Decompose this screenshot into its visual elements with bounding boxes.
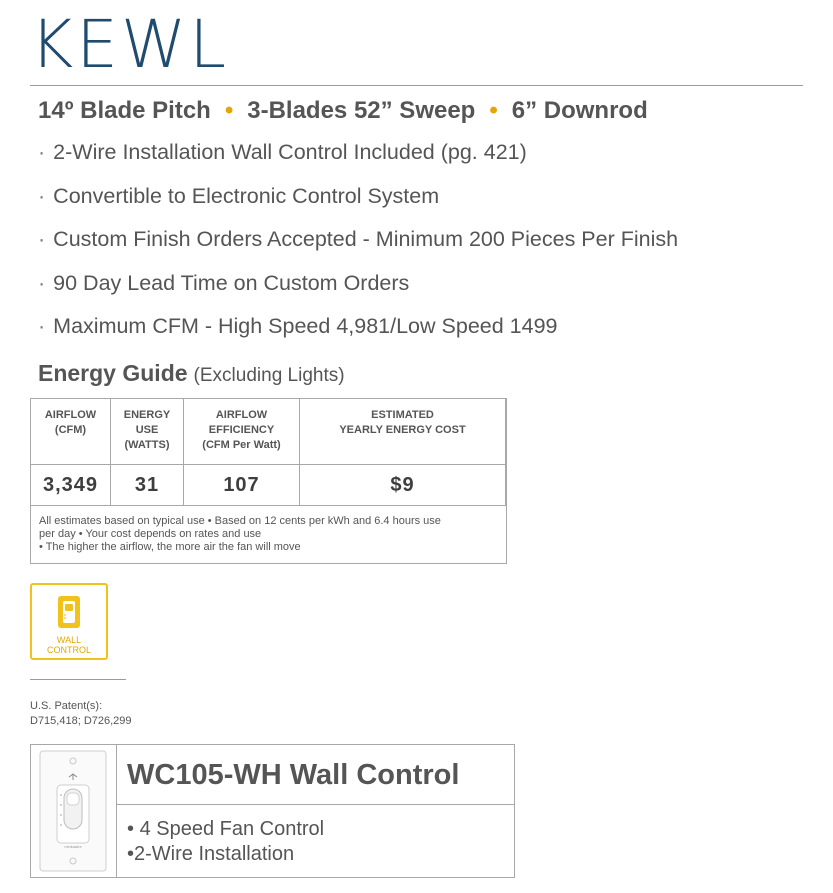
wall-control-image xyxy=(31,745,116,877)
feature-text: Maximum CFM - High Speed 4,981/Low Speed 1499 xyxy=(53,314,558,338)
bullet: · xyxy=(38,183,46,208)
feature-item xyxy=(38,311,678,355)
energy-col-header xyxy=(184,399,299,465)
header-line: USE xyxy=(135,424,159,436)
product-title: KEWL xyxy=(30,6,230,83)
header-line: ENERGY xyxy=(123,409,171,421)
header-line: AIRFLOW xyxy=(44,409,97,421)
energy-value-cost: $9 xyxy=(300,465,505,506)
header-line: (WATTS) xyxy=(124,439,170,451)
header-line: (CFM Per Watt) xyxy=(202,439,281,451)
bullet: · xyxy=(38,227,46,251)
energy-col-efficiency xyxy=(184,399,300,506)
bullet: · xyxy=(38,314,46,338)
header-line: ESTIMATED xyxy=(371,409,434,421)
feature-text: 2-Wire Installation xyxy=(134,843,295,865)
feature-text: 90 Day Lead Time on Custom Orders xyxy=(53,270,410,295)
feature-list xyxy=(38,137,678,355)
energy-value-efficiency: 107 xyxy=(184,465,299,506)
feature-text: 2-Wire Installation Wall Control Included (pg. 421) xyxy=(53,140,527,164)
energy-guide-title: Energy Guide xyxy=(38,360,188,386)
patent-divider xyxy=(30,679,126,680)
feature-item xyxy=(38,137,678,181)
energy-note: per day • Your cost depends on rates and use xyxy=(39,528,262,540)
header-line: EFFICIENCY xyxy=(208,424,275,436)
patent-label: U.S. Patent(s): xyxy=(30,700,103,712)
energy-col-header xyxy=(300,399,505,465)
spec-blade-sweep: 3-Blades 52” Sweep xyxy=(247,97,476,124)
spec-separator: • xyxy=(224,97,234,124)
feature-item xyxy=(38,224,678,268)
badge-label-line: WALL xyxy=(56,635,82,645)
header-line: YEARLY ENERGY COST xyxy=(339,424,466,436)
energy-value-watts: 31 xyxy=(111,465,183,506)
wall-control-image-cell xyxy=(31,745,117,877)
energy-col-header xyxy=(31,399,110,465)
wall-switch-icon xyxy=(57,595,81,629)
badge-label-line: CONTROL xyxy=(46,645,91,655)
spec-blade-pitch: 14º Blade Pitch xyxy=(38,97,211,124)
wall-control-product-name: WC105-WH Wall Control xyxy=(117,745,514,805)
wall-control-badge xyxy=(30,583,108,660)
energy-col-header xyxy=(111,399,183,465)
energy-guide-table xyxy=(30,398,507,564)
energy-value-airflow: 3,349 xyxy=(31,465,110,506)
patent-info xyxy=(30,699,132,729)
feature-item xyxy=(38,181,678,225)
wall-control-product-box xyxy=(30,744,515,878)
energy-note: All estimates based on typical use • Based on 12 cents per kWh and 6.4 hours use xyxy=(39,515,441,527)
energy-col-cost xyxy=(300,399,506,506)
badge-label xyxy=(32,635,106,655)
bullet: · xyxy=(38,270,46,295)
spec-separator: • xyxy=(489,97,498,124)
spec-downrod: 6” Downrod xyxy=(511,97,648,124)
patent-numbers: D715,418; D726,299 xyxy=(30,715,132,727)
energy-col-airflow xyxy=(31,399,111,506)
feature-text: Convertible to Electronic Control System xyxy=(53,183,440,208)
spec-line xyxy=(38,96,648,126)
brand-mark: minkaaire xyxy=(64,844,82,849)
feature-text: 4 Speed Fan Control xyxy=(139,818,325,840)
bullet: • xyxy=(127,818,140,840)
bullet: • xyxy=(127,843,135,865)
title-divider xyxy=(30,85,803,86)
header-line: AIRFLOW xyxy=(215,409,268,421)
feature-item xyxy=(38,268,678,312)
energy-col-energy-use xyxy=(111,399,184,506)
header-line: (CFM) xyxy=(54,424,87,436)
energy-guide-subtitle: (Excluding Lights) xyxy=(193,365,345,386)
energy-guide-heading xyxy=(38,360,345,387)
energy-notes xyxy=(39,515,504,554)
wall-control-feature xyxy=(127,817,324,842)
wall-control-feature-list xyxy=(127,817,324,867)
energy-note: • The higher the airflow, the more air the fan will move xyxy=(39,541,301,553)
feature-text: Custom Finish Orders Accepted - Minimum 200 Pieces Per Finish xyxy=(53,227,679,251)
bullet: · xyxy=(38,140,46,164)
wall-control-feature xyxy=(127,842,324,867)
